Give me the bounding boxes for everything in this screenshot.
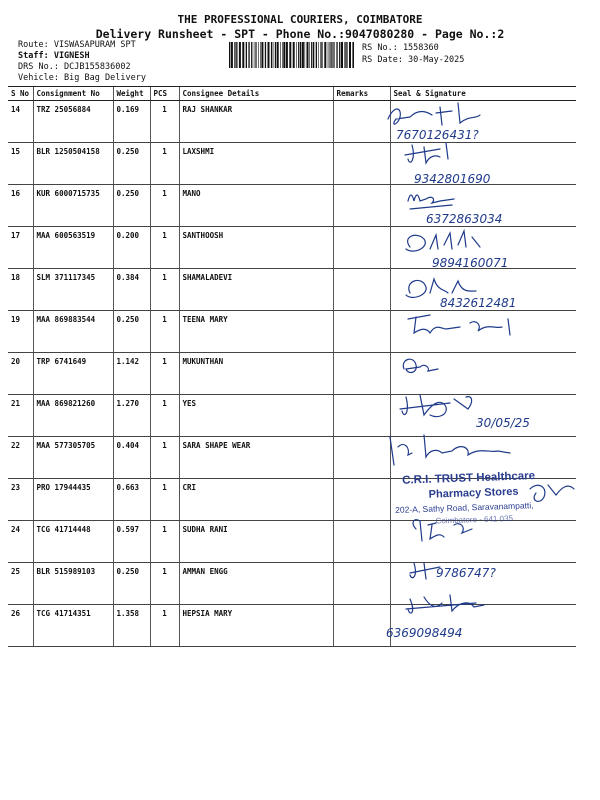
cell-sno: 24 <box>8 521 33 563</box>
signature-row21-mark <box>400 395 472 417</box>
cell-pcs: 1 <box>150 227 179 269</box>
cell-consignment-no: BLR 1250504158 <box>33 143 113 185</box>
cell-consignee: SANTHOOSH <box>179 227 333 269</box>
cell-consignee: SARA SHAPE WEAR <box>179 437 333 479</box>
cell-consignee: SUDHA RANI <box>179 521 333 563</box>
signatures-overlay <box>380 97 590 642</box>
cell-consignment-no: TRZ 25056884 <box>33 101 113 143</box>
cell-weight: 0.250 <box>113 563 150 605</box>
cell-pcs: 1 <box>150 269 179 311</box>
cell-consignee: CRI <box>179 479 333 521</box>
handwritten-phone-row26: 6369098494 <box>386 626 463 640</box>
handwritten-phone-row18: 8432612481 <box>440 296 517 310</box>
stamp-line-3: 202-A, Sathy Road, Saravanampatti, <box>395 500 534 515</box>
cell-consignee: AMMAN ENGG <box>179 563 333 605</box>
cell-weight: 0.597 <box>113 521 150 563</box>
signature-row20-mark <box>403 359 438 372</box>
cell-consignee: TEENA MARY <box>179 311 333 353</box>
cell-pcs: 1 <box>150 101 179 143</box>
cell-weight: 0.404 <box>113 437 150 479</box>
cell-pcs: 1 <box>150 143 179 185</box>
cell-sno: 18 <box>8 269 33 311</box>
signature-row15-mark <box>405 143 448 163</box>
cell-consignee: LAXSHMI <box>179 143 333 185</box>
pharmacy-stamp <box>384 469 576 538</box>
cell-sno: 22 <box>8 437 33 479</box>
col-header-signature: Seal & Signature <box>390 87 576 101</box>
cell-consignee: MANO <box>179 185 333 227</box>
route-text: Route: VISWASAPURAM SPT <box>18 40 136 50</box>
rs-date: RS Date: 30-May-2025 <box>362 55 465 65</box>
cell-consignee: MUKUNTHAN <box>179 353 333 395</box>
stamp-line-4: Coimbatore - 641 035 <box>435 513 514 526</box>
col-header-sno: S No <box>8 87 33 101</box>
cell-weight: 0.169 <box>113 101 150 143</box>
cell-pcs: 1 <box>150 521 179 563</box>
cell-pcs: 1 <box>150 185 179 227</box>
col-header-consignee: Consignee Details <box>179 87 333 101</box>
cell-consignment-no: TCG 41714351 <box>33 605 113 647</box>
stamp-line-2: Pharmacy Stores <box>428 485 519 501</box>
cell-sno: 21 <box>8 395 33 437</box>
cell-consignment-no: MAA 869821260 <box>33 395 113 437</box>
cell-weight: 0.200 <box>113 227 150 269</box>
cell-sno: 14 <box>8 101 33 143</box>
cell-sno: 20 <box>8 353 33 395</box>
signature-row19-mark <box>408 315 510 335</box>
cell-pcs: 1 <box>150 479 179 521</box>
cell-sno: 25 <box>8 563 33 605</box>
cell-weight: 1.270 <box>113 395 150 437</box>
cell-consignment-no: MAA 577305705 <box>33 437 113 479</box>
cell-sno: 26 <box>8 605 33 647</box>
cell-weight: 0.663 <box>113 479 150 521</box>
handwritten-phone-row25: 9786747? <box>436 566 496 580</box>
cell-consignment-no: PRO 17944435 <box>33 479 113 521</box>
cell-weight: 0.384 <box>113 269 150 311</box>
cell-weight: 0.250 <box>113 185 150 227</box>
cell-weight: 1.142 <box>113 353 150 395</box>
cell-consignment-no: KUR 6000715735 <box>33 185 113 227</box>
cell-pcs: 1 <box>150 353 179 395</box>
cell-sno: 15 <box>8 143 33 185</box>
signature-row22-mark <box>390 435 510 465</box>
handwritten-date-row21: 30/05/25 <box>476 416 530 430</box>
cell-sno: 19 <box>8 311 33 353</box>
staff-text: Staff: VIGNESH <box>18 51 90 61</box>
handwritten-phone-row17: 9894160071 <box>432 256 509 270</box>
col-header-weight: Weight <box>113 87 150 101</box>
handwritten-phone-row14: 7670126431? <box>396 128 479 142</box>
cell-pcs: 1 <box>150 563 179 605</box>
cell-weight: 0.250 <box>113 143 150 185</box>
col-header-consignment: Consignment No <box>33 87 113 101</box>
cell-consignment-no: MAA 600563519 <box>33 227 113 269</box>
handwritten-phone-row15: 9342801690 <box>414 172 491 186</box>
cell-consignee: SHAMALADEVI <box>179 269 333 311</box>
cell-consignee: HEPSIA MARY <box>179 605 333 647</box>
stamp-line-1: C.R.I. TRUST Healthcare <box>401 470 536 487</box>
cell-consignment-no: TRP 6741649 <box>33 353 113 395</box>
signature-row26-mark <box>406 595 484 613</box>
vehicle-text: Vehicle: Big Bag Delivery <box>18 73 146 83</box>
cell-consignment-no: BLR 515989103 <box>33 563 113 605</box>
col-header-pcs: PCS <box>150 87 179 101</box>
barcode-icon <box>229 42 354 68</box>
signature-row14-mark <box>388 103 480 125</box>
signature-row17-mark <box>406 231 480 251</box>
cell-sno: 17 <box>8 227 33 269</box>
cell-pcs: 1 <box>150 437 179 479</box>
cell-pcs: 1 <box>150 395 179 437</box>
runsheet-title: Delivery Runsheet - SPT - Phone No.:9047080280 - Page No.:2 <box>95 27 505 41</box>
cell-consignee: YES <box>179 395 333 437</box>
cell-pcs: 1 <box>150 311 179 353</box>
cell-weight: 1.358 <box>113 605 150 647</box>
cell-consignment-no: TCG 41714448 <box>33 521 113 563</box>
drs-number: DRS No.: DCJB155836002 <box>18 62 131 72</box>
cell-consignment-no: SLM 371117345 <box>33 269 113 311</box>
cell-sno: 16 <box>8 185 33 227</box>
col-header-remarks: Remarks <box>333 87 390 101</box>
cell-consignment-no: MAA 869883544 <box>33 311 113 353</box>
signature-row16-mark <box>408 195 454 209</box>
cell-pcs: 1 <box>150 605 179 647</box>
signature-row18-mark <box>406 279 476 297</box>
cell-consignee: RAJ SHANKAR <box>179 101 333 143</box>
cell-sno: 23 <box>8 479 33 521</box>
cell-weight: 0.250 <box>113 311 150 353</box>
company-title: THE PROFESSIONAL COURIERS, COIMBATORE <box>177 13 423 26</box>
handwritten-phone-row16: 6372863034 <box>426 212 503 226</box>
rs-number: RS No.: 1558360 <box>362 43 439 53</box>
